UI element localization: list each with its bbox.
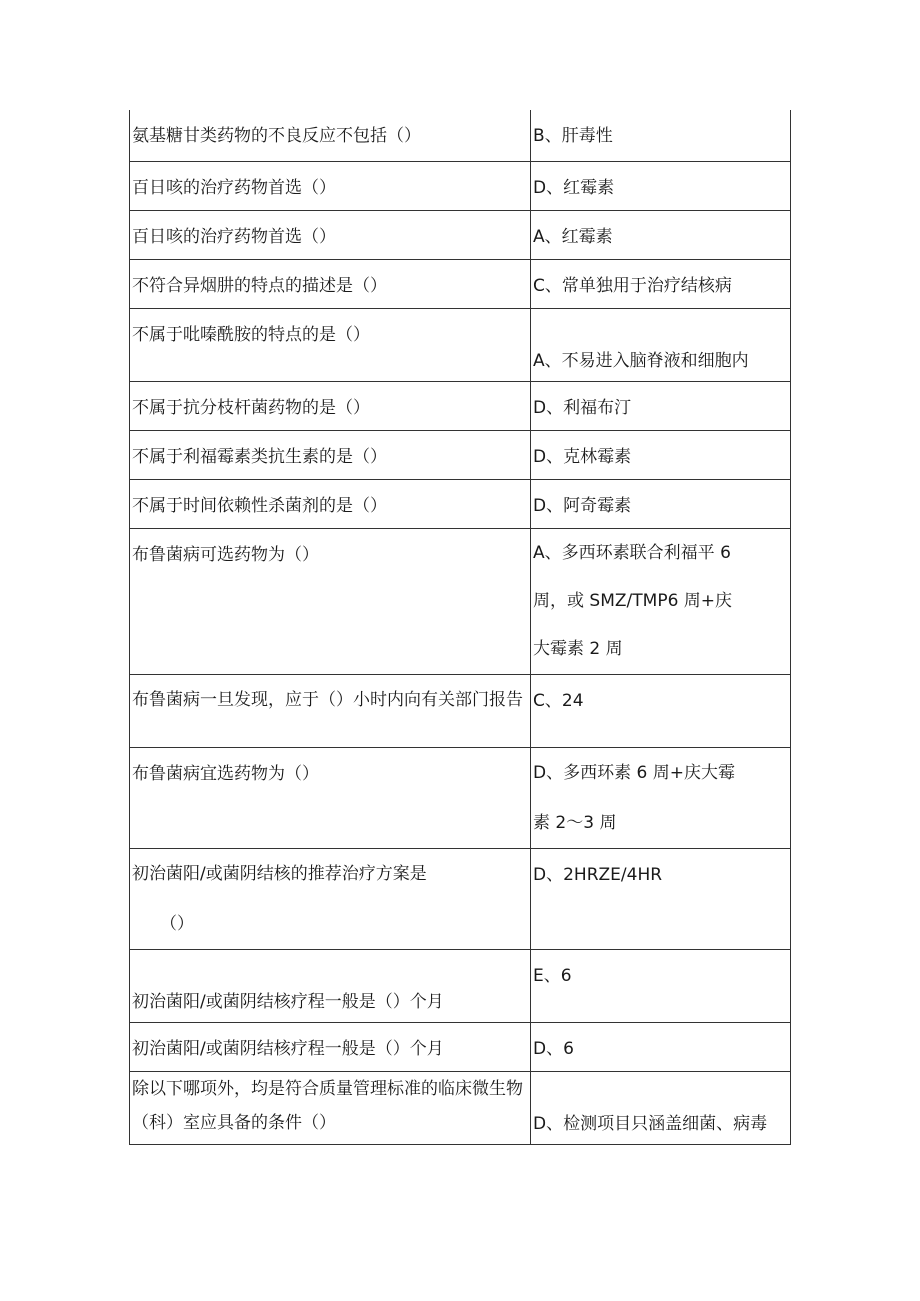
table-row (130, 161, 791, 210)
question-cell: 不属于抗分枝杆菌药物的是（） (130, 381, 531, 430)
table-row (130, 674, 791, 747)
answer-cell: D、阿奇霉素 (531, 479, 791, 528)
answer-line: 素 2～3 周 (533, 812, 617, 833)
answer-cell: A、不易进入脑脊液和细胞内 (531, 308, 791, 381)
table-row (130, 1071, 791, 1144)
question-cell: 不属于吡嗪酰胺的特点的是（） (130, 308, 531, 381)
question-cell: 百日咳的治疗药物首选（） (130, 161, 531, 210)
answer-cell: E、6 (531, 949, 791, 1022)
question-answer-table (129, 110, 791, 1145)
question-cell: 氨基糖甘类药物的不良反应不包括（） (130, 110, 531, 161)
answer-cell: D、红霉素 (531, 161, 791, 210)
table-row (130, 308, 791, 381)
table-row (130, 949, 791, 1022)
answer-cell (531, 747, 791, 848)
answer-cell: C、常单独用于治疗结核病 (531, 259, 791, 308)
table-row (130, 210, 791, 259)
answer-line: 大霉素 2 周 (533, 638, 623, 659)
question-cell: 不符合异烟肼的特点的描述是（） (130, 259, 531, 308)
question-cell: 布鲁菌病宜选药物为（） (130, 747, 531, 848)
answer-cell: A、红霉素 (531, 210, 791, 259)
answer-cell: D、检测项目只涵盖细菌、病毒 (531, 1071, 791, 1144)
question-line: 初治菌阳/或菌阴结核的推荐治疗方案是 (132, 863, 427, 884)
answer-cell: D、6 (531, 1022, 791, 1071)
answer-line: D、多西环素 6 周+庆大霉 (533, 762, 735, 783)
answer-line: 周，或 SMZ/TMP6 周+庆 (533, 590, 733, 611)
question-cell: 不属于利福霉素类抗生素的是（） (130, 430, 531, 479)
answer-cell: D、克林霉素 (531, 430, 791, 479)
answer-cell (531, 528, 791, 674)
table-row (130, 259, 791, 308)
question-cell: 不属于时间依赖性杀菌剂的是（） (130, 479, 531, 528)
table-row (130, 381, 791, 430)
answer-cell: D、利福布汀 (531, 381, 791, 430)
table-row (130, 430, 791, 479)
table-row (130, 110, 791, 161)
answer-cell: D、2HRZE/4HR (531, 848, 791, 949)
question-cell: 初治菌阳/或菌阴结核疗程一般是（）个月 (130, 1022, 531, 1071)
question-cell: 布鲁菌病可选药物为（） (130, 528, 531, 674)
table-row (130, 848, 791, 949)
question-cell: 布鲁菌病一旦发现，应于（）小时内向有关部门报告 (130, 674, 531, 747)
answer-line: A、多西环素联合利福平 6 (533, 542, 731, 563)
table-row (130, 528, 791, 674)
question-cell: 除以下哪项外，均是符合质量管理标准的临床微生物（科）室应具备的条件（） (130, 1071, 531, 1144)
question-cell: 初治菌阳/或菌阴结核疗程一般是（）个月 (130, 949, 531, 1022)
table-row (130, 747, 791, 848)
table-row (130, 479, 791, 528)
question-cell: 百日咳的治疗药物首选（） (130, 210, 531, 259)
table-row (130, 1022, 791, 1071)
answer-cell: C、24 (531, 674, 791, 747)
question-line: （） (160, 913, 194, 934)
question-cell (130, 848, 531, 949)
answer-cell: B、肝毒性 (531, 110, 791, 161)
